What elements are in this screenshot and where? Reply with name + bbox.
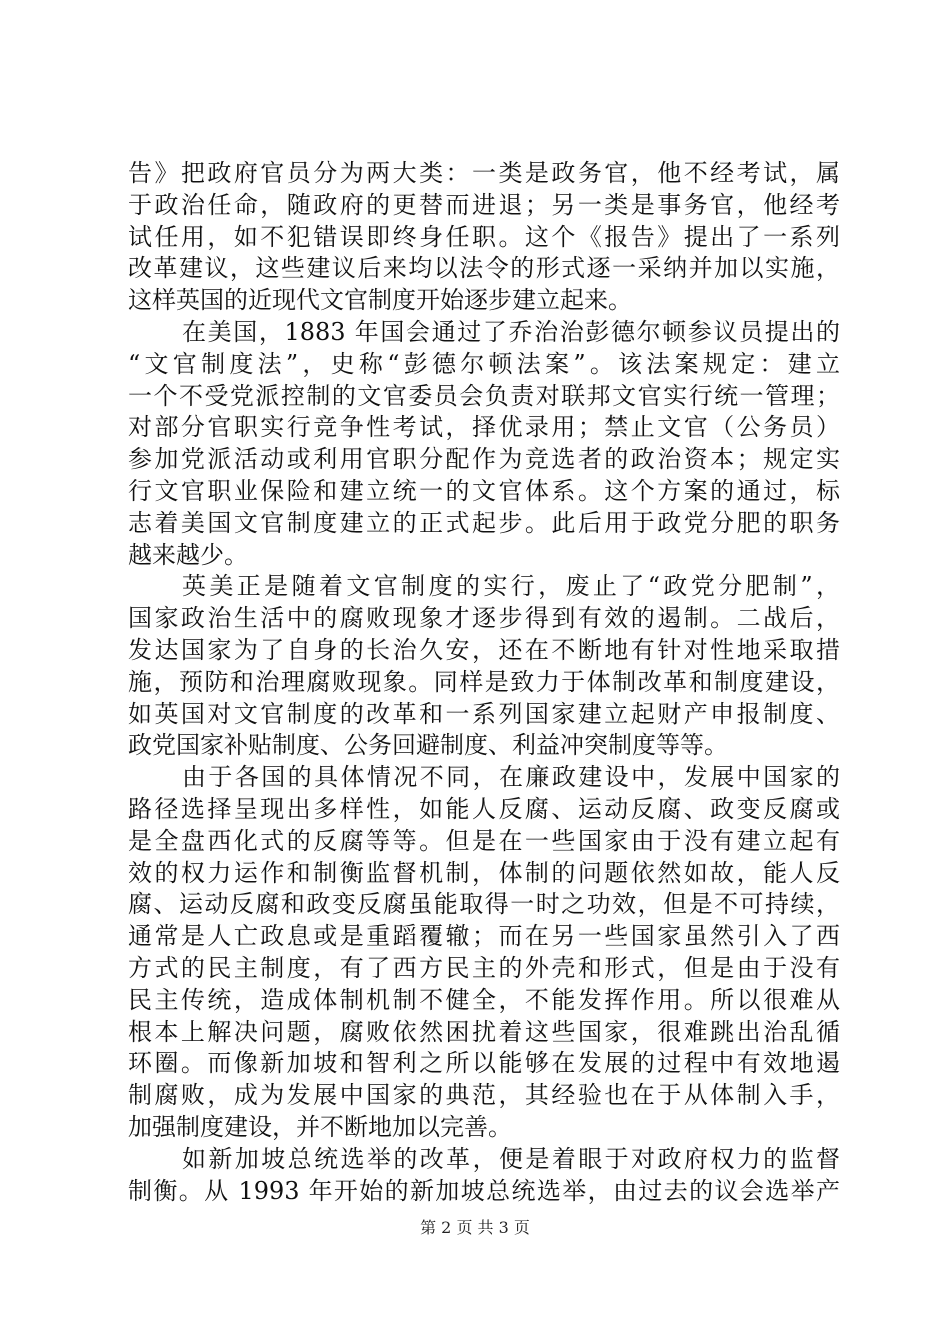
text-line: 政党国家补贴制度、公务回避制度、利益冲突制度等等。 — [128, 731, 728, 760]
paragraph — [128, 158, 840, 317]
text-line: 于政治任命，随政府的更替而进退；另一类是事务官，他经考 — [128, 190, 840, 219]
text-line: 在美国，1883 年国会通过了乔治治彭德尔顿参议员提出的 — [182, 317, 840, 346]
text-line: 发达国家为了自身的长治久安，还在不断地有针对性地采取措 — [128, 635, 840, 664]
page-number-label: 第 2 页 共 3 页 — [420, 1218, 530, 1237]
text-line: 如英国对文官制度的改革和一系列国家建立起财产申报制度、 — [128, 699, 840, 728]
text-line: 由于各国的具体情况不同，在廉政建设中，发展中国家的 — [182, 763, 840, 792]
text-line: 告》把政府官员分为两大类：一类是政务官，他不经考试，属 — [128, 159, 840, 187]
text-line: 环圈。而像新加坡和智利之所以能够在发展的过程中有效地遏 — [128, 1049, 840, 1078]
document-body — [128, 158, 840, 1207]
text-line: 路径选择呈现出多样性，如能人反腐、运动反腐、政变反腐或 — [128, 794, 840, 823]
text-line: 越来越少。 — [128, 540, 248, 569]
paragraph — [128, 571, 840, 762]
text-line: 英美正是随着文官制度的实行，废止了“政党分肥制”， — [182, 572, 840, 601]
text-line: 腐、运动反腐和政变反腐虽能取得一时之功效，但是不可持续， — [128, 890, 840, 919]
text-line: 通常是人亡政息或是重蹈覆辙；而在另一些国家虽然引入了西 — [128, 922, 840, 951]
text-line: 制腐败，成为发展中国家的典范，其经验也在于从体制入手， — [128, 1081, 840, 1110]
text-line: 加强制度建设，并不断地加以完善。 — [128, 1112, 512, 1141]
text-line: 效的权力运作和制衡监督机制，体制的问题依然如故，能人反 — [128, 858, 840, 887]
text-line: 志着美国文官制度建立的正式起步。此后用于政党分肥的职务 — [128, 508, 840, 537]
text-line: 是全盘西化式的反腐等等。但是在一些国家由于没有建立起有 — [128, 826, 840, 855]
text-line: 如新加坡总统选举的改革，便是着眼于对政府权力的监督 — [182, 1144, 840, 1173]
paragraph — [128, 317, 840, 571]
text-line: 根本上解决问题，腐败依然困扰着这些国家，很难跳出治乱循 — [128, 1017, 840, 1046]
text-line: 制衡。从 1993 年开始的新加坡总统选举，由过去的议会选举产 — [128, 1176, 840, 1205]
page-footer — [0, 1215, 950, 1238]
text-line: 施，预防和治理腐败现象。同样是致力于体制改革和制度建设， — [128, 667, 840, 696]
text-line: 民主传统，造成体制机制不健全，不能发挥作用。所以很难从 — [128, 985, 840, 1014]
text-line: “文官制度法”，史称“彭德尔顿法案”。该法案规定：建立 — [128, 349, 840, 378]
text-line: 这样英国的近现代文官制度开始逐步建立起来。 — [128, 286, 632, 315]
text-line: 改革建议，这些建议后来均以法令的形式逐一采纳并加以实施， — [128, 254, 840, 283]
text-line: 参加党派活动或利用官职分配作为竞选者的政治资本；规定实 — [128, 445, 840, 474]
text-line: 行文官职业保险和建立统一的文官体系。这个方案的通过，标 — [128, 476, 840, 505]
text-line: 国家政治生活中的腐败现象才逐步得到有效的遏制。二战后， — [128, 604, 840, 633]
paragraph — [128, 1144, 840, 1208]
text-line: 对部分官职实行竞争性考试，择优录用；禁止文官（公务员） — [128, 413, 840, 442]
text-line: 试任用，如不犯错误即终身任职。这个《报告》提出了一系列 — [128, 222, 840, 251]
text-line: 方式的民主制度，有了西方民主的外壳和形式，但是由于没有 — [128, 953, 840, 982]
paragraph — [128, 762, 840, 1144]
text-line: 一个不受党派控制的文官委员会负责对联邦文官实行统一管理； — [128, 381, 840, 410]
